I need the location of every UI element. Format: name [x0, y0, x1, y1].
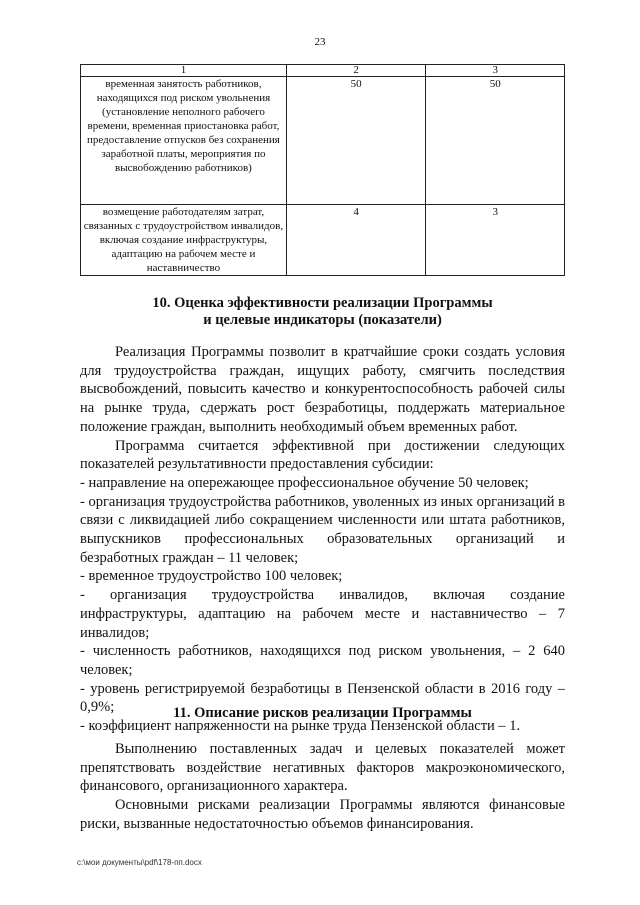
list-item: - численность работников, находящихся под риском увольнения, – 2 640 человек;: [80, 643, 565, 678]
list-item: - временное трудоустройство 100 человек;: [80, 568, 343, 585]
page-number: 23: [314, 36, 326, 48]
table-row: [81, 205, 565, 276]
paragraph: Программа считается эффективной при достижении следующих показателей результативности предоставления субсидии:: [80, 437, 565, 473]
indicators-table: [80, 64, 565, 276]
section-10-title: [80, 295, 565, 329]
table-header-cell: 2: [286, 65, 426, 77]
list-item: - уровень регистрируемой безработицы в Пензенской области в 2016 году – 0,9%;: [80, 680, 565, 716]
section-10-body: [80, 343, 565, 736]
list-item: - коэффициент напряженности на рынке труда Пензенской области – 1.: [80, 718, 521, 735]
list-item: - организация трудоустройства работников, уволенных из иных организаций в связи с ликвидацией либо сокращением численности или штата работников, выпускников профессиональных образовательных организаций и безработных граждан – 11 человек;: [80, 493, 565, 566]
table-cell-value: 3: [426, 205, 565, 276]
table-header-cell: 1: [81, 65, 287, 77]
paragraph: Основными рисками реализации Программы являются финансовые риски, вызванные недостаточностью объемов финансирования.: [80, 797, 565, 832]
table-cell-value: 50: [286, 77, 426, 205]
table-row: [81, 77, 565, 205]
paragraph: Выполнению поставленных задач и целевых показателей может препятствовать воздействие негативных факторов макроэкономического, финансового, организационного характера.: [80, 741, 565, 795]
file-path-footer: c:\мои документы\pdf\178-пп.docx: [77, 858, 202, 867]
table-cell-value: 50: [426, 77, 565, 205]
list-item: - организация трудоустройства инвалидов, включая создание инфраструктуры, адаптацию на рабочем месте и наставничество – 7 инвалидов;: [80, 587, 565, 641]
list-item: - направление на опережающее профессиональное обучение 50 человек;: [80, 474, 529, 491]
paragraph: Реализация Программы позволит в кратчайшие сроки создать условия для трудоустройства граждан, ищущих работу, смягчить последствия высвобождений, повысить качество и конкурентоспособность рабочей силы на рынке труда, сдержать рост безработицы, поддержать материальное положение граждан, выполнить необходимый объем временных работ.: [80, 344, 565, 435]
table-cell-value: 4: [286, 205, 426, 276]
section-11-title: 11. Описание рисков реализации Программы: [173, 705, 472, 721]
section-10-title-line1: 10. Оценка эффективности реализации Программы: [152, 295, 493, 311]
table-cell-label: возмещение работодателям затрат, связанных с трудоустройством инвалидов, включая создание инфраструктуры, адаптацию на рабочем месте и наставничество: [81, 205, 287, 276]
table-header-row: [81, 65, 565, 77]
section-10-title-line2: и целевые индикаторы (показатели): [203, 312, 442, 328]
section-11-body: [80, 740, 565, 834]
table-header-cell: 3: [426, 65, 565, 77]
table-cell-label: временная занятость работников, находящихся под риском увольнения (установление неполного рабочего времени, временная приостановка работ, предоставление отпусков без сохранения заработной платы, мероприятия по высвобождению работников): [81, 77, 287, 205]
